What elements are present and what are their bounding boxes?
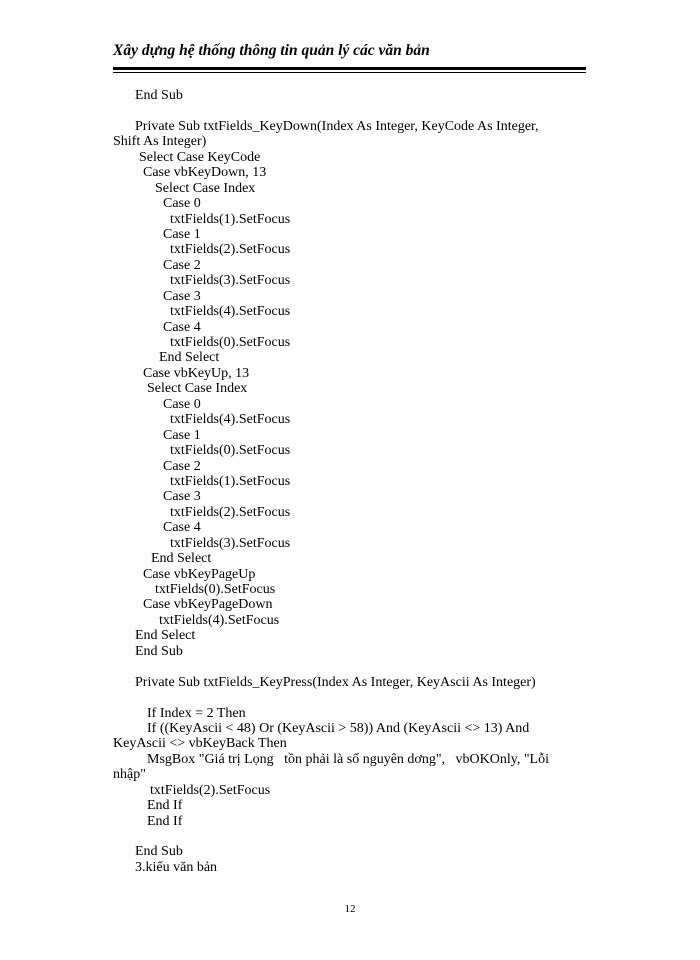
code-line bbox=[0, 520, 700, 535]
code-line bbox=[0, 119, 700, 134]
code-line-text: Case vbKeyPageUp bbox=[143, 566, 256, 582]
code-line-text: Case 2 bbox=[163, 458, 201, 474]
code-line-text: MsgBox "Giá trị Lọng tồn phải là số nguyên dơng", vbOKOnly, "Lỗi bbox=[147, 751, 550, 767]
code-line bbox=[0, 88, 700, 103]
code-line-text: End Sub bbox=[135, 643, 183, 659]
code-line-text: Case 2 bbox=[163, 257, 201, 273]
code-line bbox=[0, 134, 700, 149]
code-line bbox=[0, 783, 700, 798]
code-line bbox=[0, 443, 700, 458]
code-line bbox=[0, 350, 700, 365]
code-line bbox=[0, 489, 700, 504]
code-line-text: Case 1 bbox=[163, 226, 201, 242]
code-line bbox=[0, 736, 700, 751]
code-line-text: Case vbKeyUp, 13 bbox=[143, 365, 250, 381]
code-line-text: End If bbox=[147, 798, 183, 814]
code-line-text: Case 1 bbox=[163, 427, 201, 443]
code-line bbox=[0, 536, 700, 551]
code-line bbox=[0, 582, 700, 597]
code-line-text: txtFields(4).SetFocus bbox=[170, 304, 291, 320]
code-line-text: txtFields(2).SetFocus bbox=[150, 782, 271, 798]
code-line-text: End If bbox=[147, 813, 183, 829]
code-line bbox=[0, 289, 700, 304]
code-line bbox=[0, 597, 700, 612]
code-line-text: End Select bbox=[151, 551, 212, 567]
code-listing bbox=[0, 88, 700, 875]
code-line bbox=[0, 258, 700, 273]
code-line-text: txtFields(0).SetFocus bbox=[155, 582, 276, 597]
code-line-text: txtFields(1).SetFocus bbox=[170, 473, 291, 489]
code-line bbox=[0, 659, 700, 674]
code-line-text: Select Case Index bbox=[155, 180, 256, 196]
code-line bbox=[0, 381, 700, 396]
code-line bbox=[0, 706, 700, 721]
code-line bbox=[0, 690, 700, 705]
code-line-text: End Sub bbox=[135, 88, 183, 103]
code-line-text: txtFields(0).SetFocus bbox=[170, 335, 291, 350]
header-rule-thick bbox=[113, 67, 586, 70]
code-line bbox=[0, 675, 700, 690]
code-line-text: txtFields(4).SetFocus bbox=[159, 612, 280, 628]
code-line-text: Private Sub txtFields_KeyPress(Index As Integer, KeyAscii As Integer) bbox=[135, 674, 536, 690]
code-line-text: Case 3 bbox=[163, 489, 201, 505]
code-line-text: End Sub bbox=[135, 844, 183, 860]
code-line-text: Case 3 bbox=[163, 288, 201, 304]
code-line bbox=[0, 814, 700, 829]
code-line bbox=[0, 767, 700, 782]
code-line bbox=[0, 397, 700, 412]
code-line-text: KeyAscii <> vbKeyBack Then bbox=[113, 736, 287, 752]
code-line bbox=[0, 613, 700, 628]
code-line bbox=[0, 320, 700, 335]
code-line-text: Private Sub txtFields_KeyDown(Index As Integer, KeyCode As Integer, bbox=[135, 118, 539, 134]
code-line bbox=[0, 474, 700, 489]
code-line bbox=[0, 273, 700, 288]
page-header-title: Xây dựng hệ thống thông tin quản lý các văn bản bbox=[113, 42, 430, 59]
code-line bbox=[0, 505, 700, 520]
code-line-text: Case 0 bbox=[163, 196, 201, 212]
code-line-text: Case 4 bbox=[163, 520, 201, 536]
code-line bbox=[0, 212, 700, 227]
code-line-text: Shift As Integer) bbox=[113, 134, 207, 150]
code-line-text: Case 0 bbox=[163, 396, 201, 412]
code-line-text: nhập" bbox=[113, 767, 146, 783]
header-rule-thin bbox=[113, 72, 586, 73]
code-line-text: 3.kiểu văn bản bbox=[135, 859, 218, 875]
code-line bbox=[0, 628, 700, 643]
code-line bbox=[0, 459, 700, 474]
code-line-text: Case vbKeyDown, 13 bbox=[143, 165, 267, 181]
code-line bbox=[0, 366, 700, 381]
code-line-text: txtFields(4).SetFocus bbox=[170, 412, 291, 428]
code-line-text: Case 4 bbox=[163, 319, 201, 335]
code-line bbox=[0, 860, 700, 875]
code-line-text: txtFields(3).SetFocus bbox=[170, 535, 291, 551]
code-line bbox=[0, 567, 700, 582]
code-line bbox=[0, 196, 700, 211]
code-line-text: txtFields(1).SetFocus bbox=[170, 211, 291, 227]
code-line bbox=[0, 798, 700, 813]
code-line bbox=[0, 551, 700, 566]
code-line-text: txtFields(2).SetFocus bbox=[170, 242, 291, 258]
code-line bbox=[0, 428, 700, 443]
code-line bbox=[0, 335, 700, 350]
code-line-text: txtFields(0).SetFocus bbox=[170, 443, 291, 459]
code-line bbox=[0, 181, 700, 196]
code-line bbox=[0, 227, 700, 242]
code-line-text: Case vbKeyPageDown bbox=[143, 597, 273, 613]
code-line-text: If ((KeyAscii < 48) Or (KeyAscii > 58)) And (KeyAscii <> 13) And bbox=[147, 720, 530, 736]
code-line-text: txtFields(3).SetFocus bbox=[170, 273, 291, 289]
code-line-text: txtFields(2).SetFocus bbox=[170, 504, 291, 520]
code-line bbox=[0, 150, 700, 165]
code-line bbox=[0, 165, 700, 180]
code-line-text: End Select bbox=[135, 628, 196, 644]
code-line-text: Select Case KeyCode bbox=[139, 149, 261, 165]
code-line-text: End Select bbox=[159, 350, 220, 366]
code-line bbox=[0, 103, 700, 118]
page-number: 12 bbox=[344, 903, 356, 915]
code-line-text: If Index = 2 Then bbox=[147, 705, 246, 721]
code-line bbox=[0, 644, 700, 659]
code-line bbox=[0, 412, 700, 427]
code-line bbox=[0, 242, 700, 257]
code-line bbox=[0, 844, 700, 859]
code-line bbox=[0, 752, 700, 767]
code-line bbox=[0, 829, 700, 844]
code-line bbox=[0, 721, 700, 736]
code-line-text: Select Case Index bbox=[147, 381, 248, 397]
code-line bbox=[0, 304, 700, 319]
